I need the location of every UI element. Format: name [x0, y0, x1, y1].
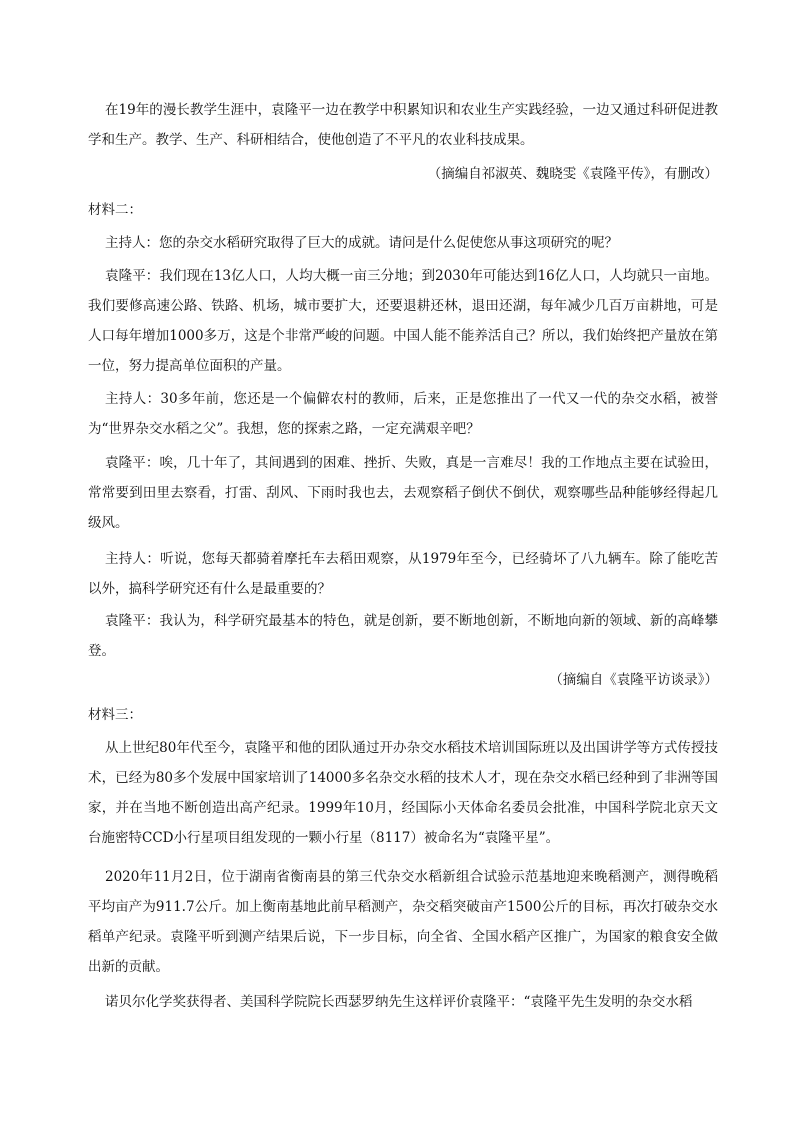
- section-heading-material-2: 材料二：: [88, 202, 142, 218]
- paragraph-yuan-answer-1: 袁隆平：我们现在13亿人口，人均大概一亩三分地；到2030年可能达到16亿人口，人均就只一亩地。我们要修高速公路、铁路、机场，城市要扩大，还要退耕还林，退田还湖，每年减少几百万亩耕地，可是人口每年增加1000多万，这是个非常严峻的问题。中国人能不能养活自己？所以，我们始终把产量放在第一位，努力提高单位面积的产量。: [88, 268, 718, 374]
- paragraph-yuan-answer-2: 袁隆平：唉，几十年了，其间遇到的困难、挫折、失败，真是一言难尽！我的工作地点主要在试验田，常常要到田里去察看，打雷、刮风、下雨时我也去，去观察稻子倒伏不倒伏，观察哪些品种能够经得起几级风。: [88, 455, 718, 531]
- paragraph-material-3-3: 诺贝尔化学奖获得者、美国科学院院长西瑟罗纳先生这样评价袁隆平：“袁隆平先生发明的杂交水稻: [105, 994, 693, 1010]
- section-heading-material-3: 材料三：: [88, 707, 142, 723]
- paragraph-host-question-1: 主持人：您的杂交水稻研究取得了巨大的成就。请问是什么促使您从事这项研究的呢？: [105, 235, 618, 251]
- paragraph-material-3-1: 从上世纪80年代至今，袁隆平和他的团队通过开办杂交水稻技术培训国际班以及出国讲学等方式传授技术，已经为80多个发展中国家培训了14000多名杂交水稻的技术人才，现在杂交水稻已经种到了非洲等国家，并在当地不断创造出高产纪录。1999年10月，经国际小天体命名委员会批准，中国科学院北京天文台施密特CCD小行星项目组发现的一颗小行星（8117）被命名为“袁隆平星”。: [88, 740, 718, 846]
- source-citation-1: （摘编自祁淑英、魏晓雯《袁隆平传》，有删改）: [427, 166, 718, 182]
- paragraph-host-question-2: 主持人：30多年前，您还是一个偏僻农村的教师，后来，正是您推出了一代又一代的杂交水稻，被誉为“世界杂交水稻之父”。我想，您的探索之路，一定充满艰辛吧？: [88, 391, 718, 437]
- paragraph-yuan-answer-3: 袁隆平：我认为，科学研究最基本的特色，就是创新，要不断地创新，不断地向新的领域、新的高峰攀登。: [88, 613, 718, 659]
- paragraph-intro: 在19年的漫长教学生涯中，袁隆平一边在教学中积累知识和农业生产实践经验，一边又通过科研促进教学和生产。教学、生产、科研相结合，使他创造了不平凡的农业科技成果。: [88, 102, 718, 148]
- paragraph-material-3-2: 2020年11月2日，位于湖南省衡南县的第三代杂交水稻新组合试验示范基地迎来晚稻测产，测得晚稻平均亩产为911.7公斤。加上衡南基地此前早稻测产，杂交稻突破亩产1500公斤的目标，再次打破杂交水稻单产纪录。袁隆平听到测产结果后说，下一步目标，向全省、全国水稻产区推广，为国家的粮食安全做出新的贡献。: [88, 869, 718, 975]
- paragraph-host-question-3: 主持人：听说，您每天都骑着摩托车去稻田观察，从1979年至今，已经骑坏了八九辆车。除了能吃苦以外，搞科学研究还有什么是最重要的？: [88, 551, 718, 597]
- source-citation-2: （摘编自《袁隆平访谈录》）: [549, 672, 718, 688]
